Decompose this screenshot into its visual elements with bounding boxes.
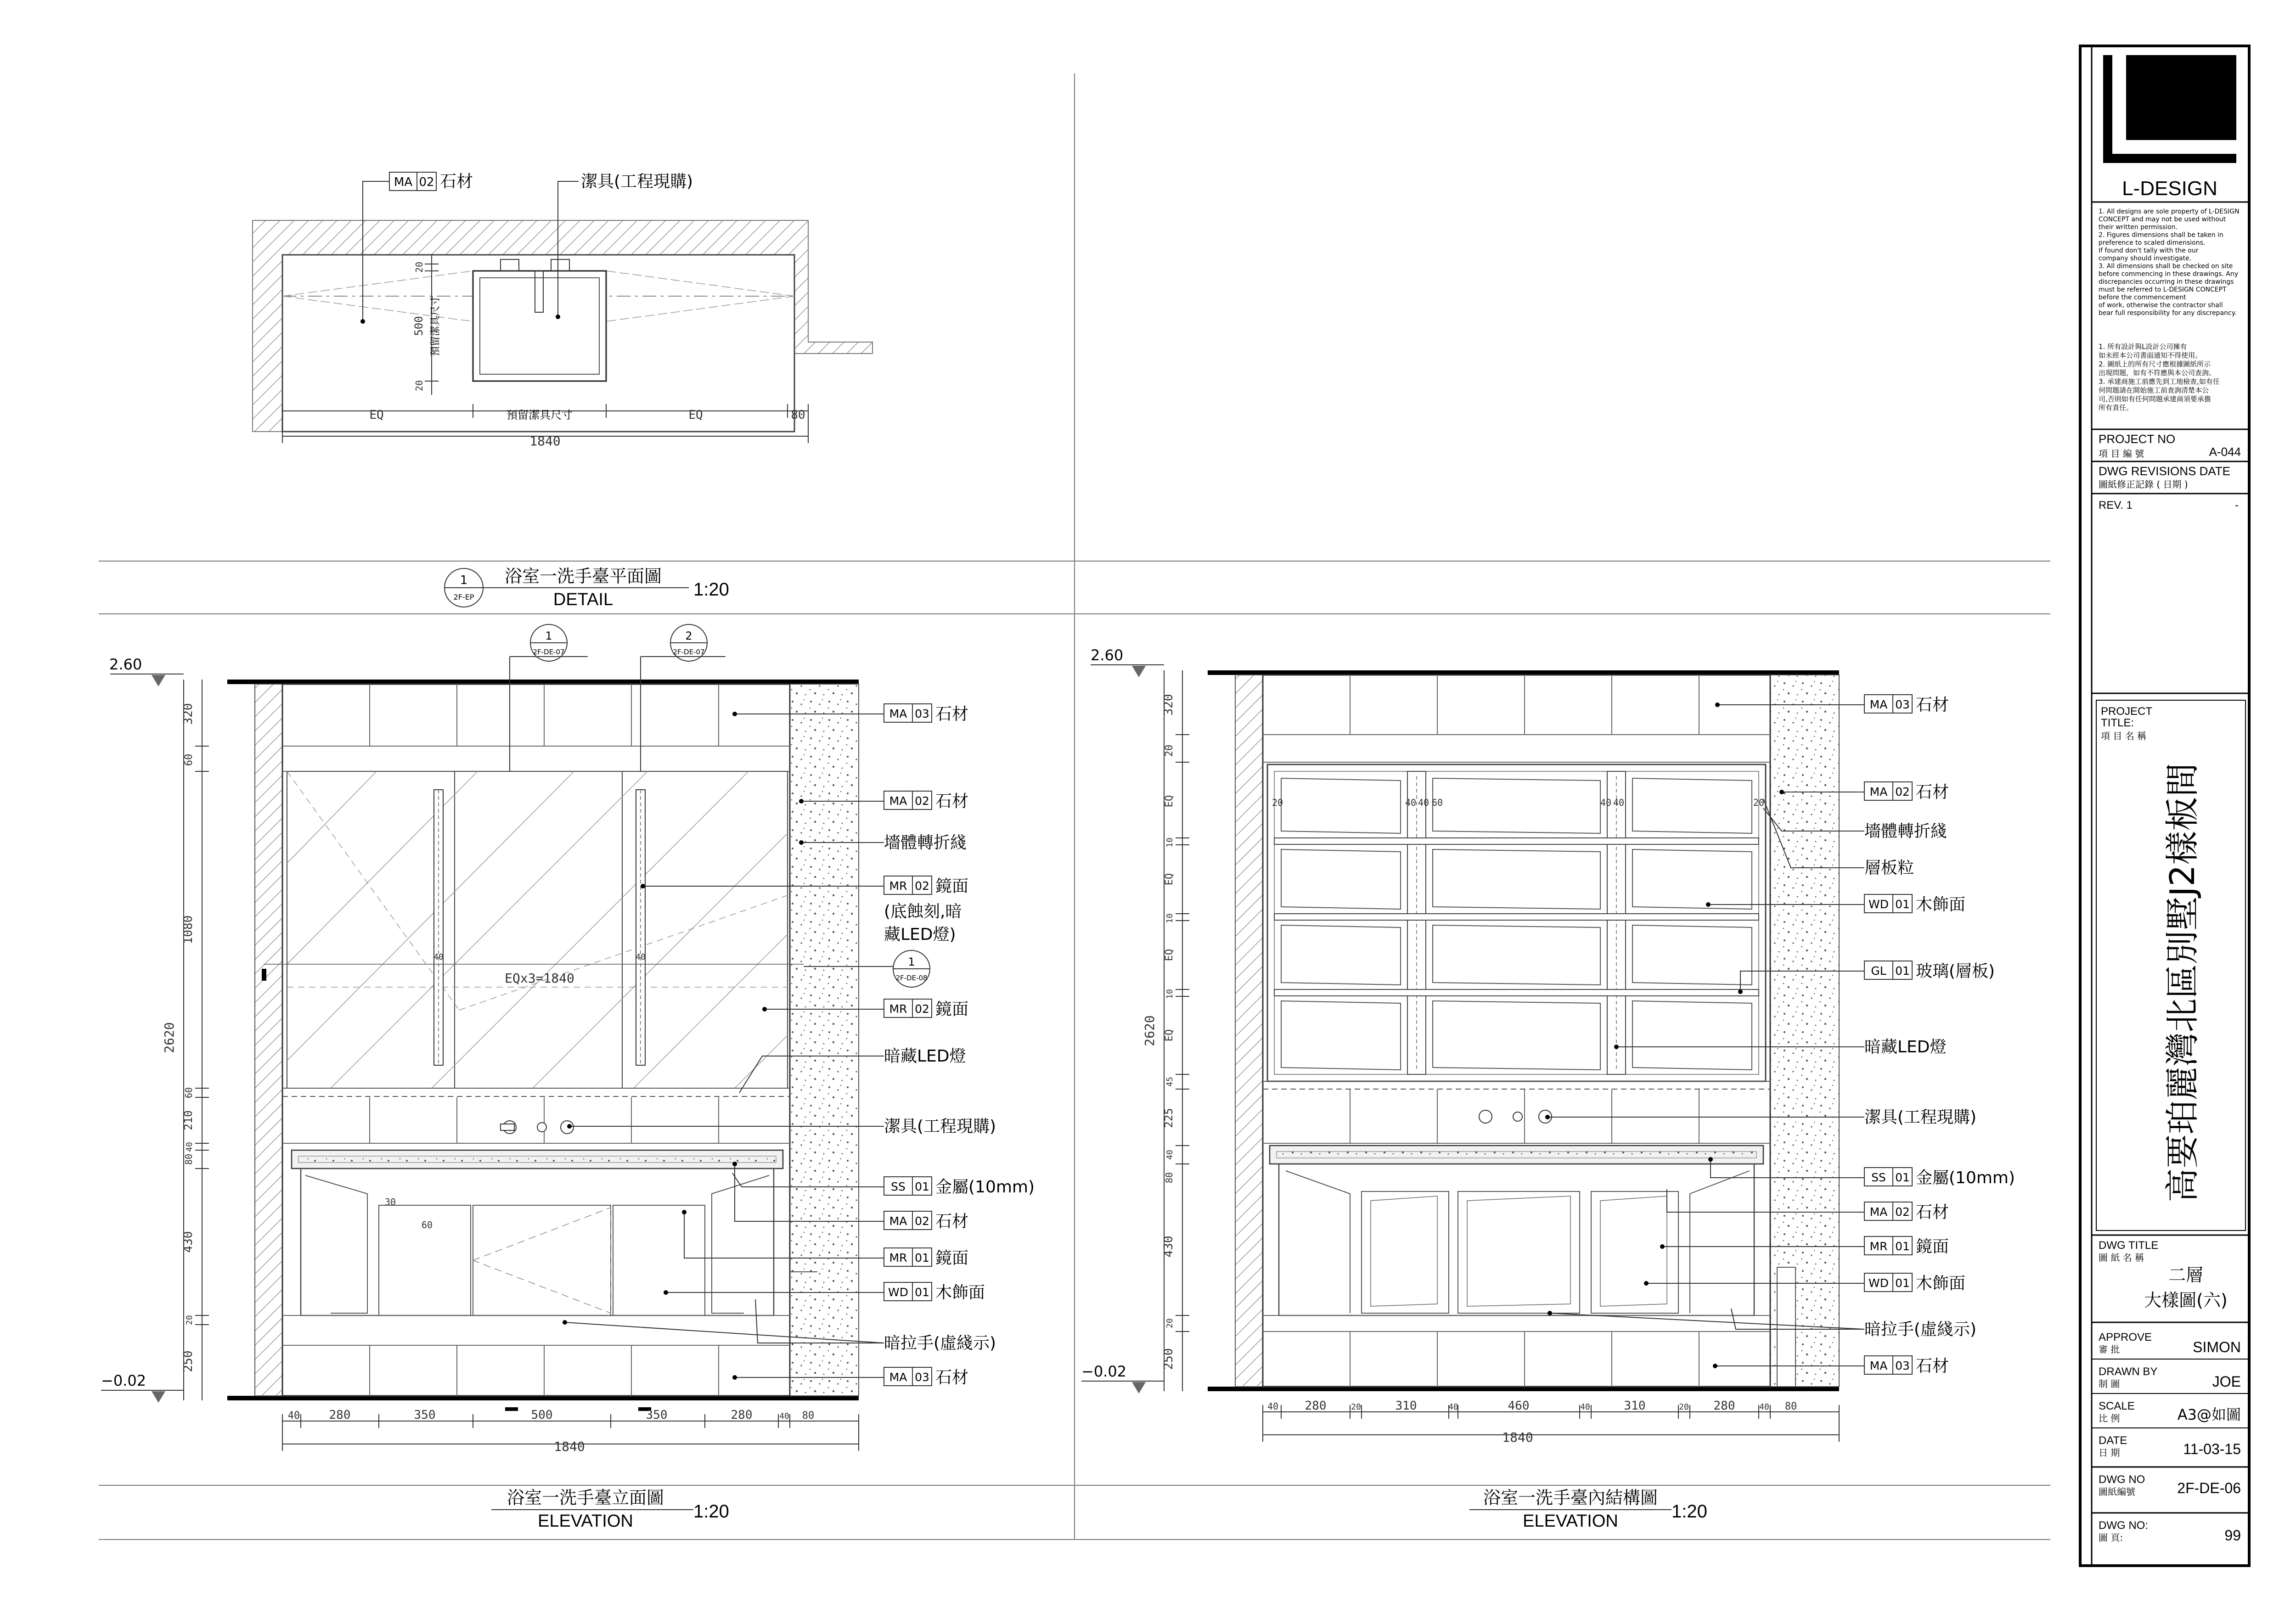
note-line: their written permission.: [2099, 224, 2178, 231]
callout-item: [1864, 822, 1947, 841]
dim-v: 320: [1162, 694, 1176, 716]
callout-code: MR: [889, 1251, 907, 1264]
svg-text:APPROVE: APPROVE: [2099, 1331, 2152, 1343]
callout-text: 藏LED燈): [884, 925, 956, 944]
dim-v: 80: [1164, 1172, 1175, 1184]
tb-dwgno: [2099, 1473, 2241, 1497]
plan-scale: 1:20: [693, 579, 729, 600]
callout-text: 金屬(10mm): [1916, 1169, 2015, 1187]
callout-code: MR: [1869, 1240, 1888, 1253]
callout-num: 01: [1895, 964, 1910, 978]
callout-text: 暗藏LED燈: [1864, 1038, 1947, 1056]
dim-h: 460: [1508, 1399, 1530, 1413]
dim-h: 280: [731, 1408, 753, 1422]
level-bottom: −0.02: [1081, 1363, 1127, 1380]
plan-dim-basin: 預留潔具尺寸: [506, 409, 573, 421]
callout-num: 01: [1895, 898, 1910, 911]
dim-total: 1840: [1502, 1430, 1533, 1445]
ref1-num: 1: [545, 629, 552, 642]
revisions-label: DWG REVISIONS DATE: [2099, 464, 2230, 478]
plan-dim-eq-left: EQ: [369, 408, 384, 422]
callout-item: [1864, 1236, 1949, 1256]
callout-text: 墻體轉折綫: [884, 833, 967, 852]
callout-code: MA: [1869, 785, 1888, 798]
callout-text: 石材: [1916, 783, 1949, 802]
elev1-scale: 1:20: [693, 1501, 729, 1522]
mirror-dim: 40: [636, 952, 646, 962]
callout-code: SS: [891, 1180, 906, 1193]
project-title-label: PROJECT: [2101, 705, 2153, 718]
elevation-1-drawing: [101, 624, 930, 1451]
svg-text:DRAWN BY: DRAWN BY: [2099, 1365, 2158, 1378]
dim-v: 40: [1165, 1150, 1175, 1160]
callout-item: [884, 1177, 1035, 1197]
callout-num: 03: [915, 1371, 929, 1384]
callout-text: 木飾面: [1916, 1274, 1966, 1293]
dim-h: 40: [1448, 1402, 1458, 1412]
callout-num: 01: [1895, 1240, 1910, 1253]
callout-code: MA: [889, 1371, 907, 1384]
elevation-1-title: [491, 1488, 729, 1531]
callout-code: MR: [889, 1002, 907, 1016]
dim-v: 60: [183, 1087, 194, 1099]
dwg-title-label-zh: 圖 紙 名 稱: [2099, 1252, 2144, 1263]
svg-text:審 批: 審 批: [2099, 1344, 2120, 1355]
callout-item: [1864, 1273, 1965, 1293]
level-top: 2.60: [1091, 646, 1124, 664]
callout-item: [884, 999, 968, 1019]
dim-h: 280: [1305, 1399, 1327, 1413]
callout-num: 01: [1895, 1171, 1910, 1184]
elev2-scale: 1:20: [1671, 1501, 1707, 1522]
note-line: If found don't tally with the our: [2099, 247, 2199, 254]
callout-item: [1864, 1108, 1976, 1127]
callout-code: MA: [1869, 1359, 1888, 1372]
callout-text: 玻璃(層板): [1916, 962, 1995, 981]
project-no-label: PROJECT NO: [2099, 432, 2176, 446]
elevation-2-drawing: [1081, 665, 1864, 1442]
callout-item: [884, 925, 956, 944]
ref2-num: 2: [685, 629, 692, 642]
dim-h: 280: [329, 1408, 351, 1422]
title-block: [2080, 46, 2249, 1566]
callout-text: 木飾面: [1916, 895, 1966, 914]
callout-item: [884, 1248, 968, 1268]
note-line: 1. 所有設計與L設計公司擁有: [2099, 343, 2187, 351]
notes-chinese: [2099, 343, 2220, 412]
dim-v: 80: [183, 1153, 194, 1165]
dwg-title-label: DWG TITLE: [2099, 1239, 2159, 1252]
tb-scale: [2099, 1400, 2241, 1424]
callout-text: (底蝕刻,暗: [884, 902, 962, 921]
scale-value: A3@如圖: [2177, 1406, 2241, 1423]
tb-page: [2099, 1519, 2241, 1544]
callout-num: 01: [915, 1251, 929, 1264]
callout-text: 墻體轉折綫: [1864, 822, 1947, 841]
callout-item: [884, 1282, 985, 1302]
dim-h: 80: [1784, 1401, 1797, 1412]
dim-v: 10: [1165, 837, 1175, 848]
elev2-title-zh: 浴室一洗手臺內結構圖: [1483, 1488, 1658, 1508]
note-line: 何問題請在開始施工前查詢清楚本公: [2099, 386, 2209, 394]
callout-text: 暗拉手(虛綫示): [884, 1334, 996, 1353]
revisions-label-zh: 圖紙修正記錄 ( 日期 ): [2099, 479, 2188, 490]
date-value: 11-03-15: [2183, 1441, 2241, 1457]
callout-item: [1864, 894, 1965, 914]
level-top: 2.60: [109, 656, 142, 673]
elev1-title-en: ELEVATION: [538, 1511, 633, 1531]
plan-title-en: DETAIL: [553, 590, 613, 609]
plan-callout-stone: [389, 172, 473, 191]
callout-item: [1864, 1356, 1949, 1376]
ref3-num: 1: [908, 955, 915, 968]
dim-h: 350: [414, 1408, 436, 1422]
ref3-code: 2F-DE-08: [895, 974, 928, 982]
callout-num: 01: [915, 1180, 929, 1193]
note-line: company should investigate.: [2099, 255, 2192, 262]
note-line: 如未經本公司書面通知不得使用。: [2099, 351, 2202, 360]
dim-v: 45: [1165, 1077, 1175, 1087]
rev-value: -: [2235, 499, 2239, 511]
dim-v: 210: [182, 1110, 195, 1130]
plan-dim-eq-right: EQ: [688, 408, 703, 422]
note-line: of work, otherwise the contractor shall: [2099, 302, 2223, 309]
callout-item: [1864, 1038, 1947, 1056]
dim-h: 310: [1395, 1399, 1417, 1413]
callout-item: [884, 1367, 968, 1387]
ref1-code: 2F-DE-07: [533, 648, 565, 656]
callout-num: 02: [915, 1002, 929, 1016]
page-value: 99: [2224, 1527, 2241, 1544]
dim-v-total: 2620: [162, 1022, 177, 1053]
plan-title-block: [445, 566, 729, 609]
note-line: preference to scaled dimensions.: [2099, 239, 2206, 247]
shelf-dim: 60: [1431, 797, 1443, 808]
project-title-label-zh: 項 目 名 稱: [2101, 730, 2147, 742]
note-line: 所有責任。: [2099, 404, 2133, 412]
plan-dim-80: 80: [791, 408, 805, 422]
callout-code: MA: [889, 794, 907, 808]
shelf-dim: 40: [1600, 797, 1612, 808]
shelf-dim: 20: [1753, 797, 1765, 808]
callout-text: 石材: [1916, 1357, 1949, 1376]
callout-num: 01: [1895, 1276, 1910, 1290]
drawer-dim: 60: [421, 1219, 433, 1231]
note-line: must be referred to L-DESIGN CONCEPT: [2099, 286, 2227, 293]
dim-v: 10: [1165, 989, 1175, 999]
callout-num: 02: [915, 794, 929, 808]
callout-text: 金屬(10mm): [935, 1178, 1035, 1197]
dim-v: EQ: [1164, 949, 1175, 961]
callout-code: SS: [1871, 1171, 1886, 1184]
callout-num: 03: [915, 707, 929, 720]
callout-item: [884, 704, 968, 724]
svg-text:制 圖: 制 圖: [2099, 1378, 2120, 1389]
dim-h: 350: [646, 1408, 668, 1422]
tb-date: [2099, 1434, 2241, 1458]
callout-item: [884, 1211, 968, 1231]
callout-code: MA: [889, 707, 907, 720]
dim-total: 1840: [554, 1439, 585, 1454]
dim-v: 430: [1162, 1236, 1176, 1258]
dim-v: 1080: [181, 915, 195, 944]
callout-text: 木飾面: [935, 1283, 985, 1302]
callout-text: 層板粒: [1864, 859, 1914, 877]
callout-text: 石材: [935, 1368, 969, 1387]
callout-item: [1864, 961, 1995, 981]
svg-text:圖紙編號: 圖紙編號: [2099, 1486, 2135, 1497]
note-line: before commencing in these drawings. Any: [2099, 270, 2239, 278]
callout-num: 02: [419, 175, 434, 189]
shelf-dim: 40: [1613, 797, 1625, 808]
callout-code: MA: [1869, 698, 1888, 711]
callout-text: 石材: [1916, 1203, 1949, 1222]
callout-text: 潔具(工程現購): [1864, 1108, 1977, 1127]
dwgno-value: 2F-DE-06: [2177, 1480, 2241, 1496]
dim-v: 10: [1165, 913, 1175, 923]
callout-code: WD: [888, 1286, 908, 1299]
dim-h: 20: [1679, 1402, 1689, 1412]
plan-dim-total: 1840: [529, 433, 561, 449]
shelf-dim: 40: [1418, 797, 1429, 808]
dim-h: 310: [1624, 1399, 1646, 1413]
dim-v: 20: [1164, 744, 1175, 757]
dim-v: EQ: [1164, 795, 1175, 808]
approve-value: SIMON: [2193, 1339, 2241, 1355]
callout-item: [1864, 782, 1949, 802]
project-title: 高要珀麗灣北區別墅J2樣板間: [2163, 763, 2202, 1202]
callout-code: MR: [889, 879, 907, 893]
plan-bubble-ref: 2F-EP: [453, 593, 474, 601]
callout-text: 石材: [935, 1212, 969, 1231]
plan-bubble-num: 1: [460, 573, 468, 587]
callout-item: [1864, 1168, 2015, 1187]
svg-text:DWG NO:: DWG NO:: [2099, 1519, 2148, 1532]
svg-text:SCALE: SCALE: [2099, 1400, 2135, 1412]
note-line: bear full responsibility for any discrepancy.: [2099, 309, 2237, 317]
dim-v: 320: [181, 703, 195, 725]
drawer-dim: 30: [384, 1197, 396, 1208]
elevation-1-callouts: [884, 704, 1035, 1387]
callout-num: 02: [915, 879, 929, 893]
dim-h: 40: [1759, 1402, 1769, 1412]
dim-h: 280: [1713, 1399, 1735, 1413]
callout-text: 暗拉手(虛綫示): [1864, 1320, 1977, 1339]
project-title-label-2: TITLE:: [2101, 717, 2134, 729]
note-line: discrepancies occurring in these drawings: [2099, 278, 2234, 286]
drawn-value: JOE: [2212, 1373, 2241, 1390]
tb-approve: [2099, 1331, 2241, 1355]
callout-item: [1864, 1320, 1976, 1339]
dim-v: 250: [181, 1350, 195, 1372]
callout-text: 石材: [935, 792, 969, 811]
dim-h: 40: [1580, 1402, 1590, 1412]
svg-text:比 例: 比 例: [2099, 1413, 2120, 1424]
svg-text:日 期: 日 期: [2099, 1447, 2120, 1458]
callout-item: [884, 1047, 966, 1066]
dim-h: 40: [1267, 1401, 1279, 1412]
plan-basin-note: 預留潔具尺寸: [430, 295, 441, 357]
dim-v: 250: [1162, 1348, 1176, 1370]
callout-text: 石材: [1916, 696, 1949, 714]
dim-v: 430: [181, 1231, 195, 1253]
note-line: CONCEPT and may not be used without: [2099, 216, 2226, 223]
elevation-2-dims: [1081, 646, 1797, 1445]
svg-text:DATE: DATE: [2099, 1434, 2127, 1447]
callout-num: 02: [915, 1214, 929, 1228]
plan-dim-v3: 20: [414, 380, 425, 392]
note-line: 司,否則如有任何問題承建商須要承擔: [2099, 395, 2211, 403]
callout-code: WD: [1868, 1276, 1889, 1290]
callout-num: 03: [1895, 1359, 1910, 1372]
callout-code: WD: [1868, 898, 1889, 911]
note-line: 1. All designs are sole property of L-DESIGN: [2099, 208, 2240, 215]
callout-item: [884, 833, 967, 852]
level-bottom: −0.02: [101, 1372, 146, 1389]
note-line: 3. All dimensions shall be checked on site: [2099, 263, 2233, 270]
callout-code: GL: [1871, 964, 1886, 978]
svg-text:圖 頁:: 圖 頁:: [2099, 1532, 2123, 1543]
dim-v: EQ: [1164, 873, 1175, 886]
dim-h: 500: [531, 1408, 553, 1422]
dim-v: 40: [185, 1142, 194, 1152]
ref2-code: 2F-DE-07: [673, 648, 705, 656]
callout-text: 鏡面: [935, 1000, 969, 1019]
callout-item: [1864, 859, 1914, 877]
callout-text: 鏡面: [935, 877, 969, 896]
dim-h: 40: [287, 1410, 300, 1422]
callout-code: MA: [1869, 1205, 1888, 1219]
notes-english: [2099, 208, 2240, 317]
elev1-title-zh: 浴室一洗手臺立面圖: [506, 1488, 664, 1508]
note-line: 出現問題，如有不符應與本公司查詢。: [2099, 369, 2216, 377]
plan-dim-v1: 20: [414, 261, 425, 273]
project-no: A-044: [2209, 445, 2241, 459]
note-line: before the commencement: [2099, 294, 2186, 301]
callout-text: 鏡面: [935, 1249, 969, 1268]
plan-title-zh: 浴室一洗手臺平面圖: [504, 566, 662, 586]
callout-item: [884, 1117, 996, 1136]
callout-num: 01: [915, 1286, 929, 1299]
callout-item: [1864, 1202, 1949, 1222]
dim-v: 60: [183, 753, 195, 766]
plan-dim-v2: 500: [412, 316, 425, 336]
callout-text: 石材: [440, 172, 473, 191]
callout-code: MA: [394, 175, 413, 189]
elev2-title-en: ELEVATION: [1523, 1511, 1618, 1531]
dim-v: EQ: [1164, 1029, 1175, 1042]
dim-h: 40: [779, 1411, 789, 1421]
callout-item: [884, 791, 968, 811]
note-line: 2. 圖紙上的所有尺寸應根據圖紙所示: [2099, 360, 2211, 368]
company-name: L-DESIGN: [2122, 177, 2217, 200]
shelf-dim: 40: [1405, 797, 1417, 808]
note-line: 2. Figures dimensions shall be taken in: [2099, 231, 2223, 239]
dwg-title-1: 二層: [2168, 1265, 2204, 1285]
callout-num: 03: [1895, 698, 1910, 711]
shelf-dim: 20: [1272, 797, 1283, 808]
dwg-title-2: 大樣圖(六): [2144, 1290, 2228, 1310]
callout-text: 暗藏LED燈: [884, 1047, 966, 1066]
callout-item: [884, 1334, 996, 1353]
l-design-logo: [2103, 55, 2236, 163]
callout-num: 02: [1895, 785, 1910, 798]
elevation-2-callouts: [1864, 695, 2015, 1376]
mirror-dim: 40: [433, 952, 444, 962]
callout-text: 石材: [935, 705, 969, 724]
tb-drawn: [2099, 1365, 2241, 1390]
eq-label: EQx3=1840: [505, 971, 574, 986]
plan-callout-sanitary: 潔具(工程現購): [581, 172, 693, 191]
note-line: 3. 承建商施工前應先到工地檢查,如有任: [2099, 377, 2220, 386]
rev-label: REV. 1: [2099, 499, 2133, 511]
callout-text: 潔具(工程現購): [884, 1117, 996, 1136]
svg-text:DWG NO: DWG NO: [2099, 1473, 2145, 1486]
plan-drawing: [253, 181, 872, 443]
callout-text: 鏡面: [1916, 1237, 1949, 1256]
dim-h: 20: [1351, 1402, 1361, 1412]
dim-h: 80: [802, 1410, 815, 1422]
dim-v: 225: [1162, 1108, 1175, 1128]
project-no-label-zh: 項 目 編 號: [2099, 448, 2144, 459]
callout-item: [884, 876, 968, 896]
elevation-2-title: [1469, 1488, 1707, 1531]
callout-item: [884, 902, 962, 921]
callout-code: MA: [889, 1214, 907, 1228]
dim-v-total: 2620: [1142, 1015, 1157, 1046]
dim-v: 20: [185, 1315, 194, 1325]
callout-num: 02: [1895, 1205, 1910, 1219]
dim-v: 20: [1165, 1318, 1175, 1328]
callout-item: [1864, 695, 1949, 714]
